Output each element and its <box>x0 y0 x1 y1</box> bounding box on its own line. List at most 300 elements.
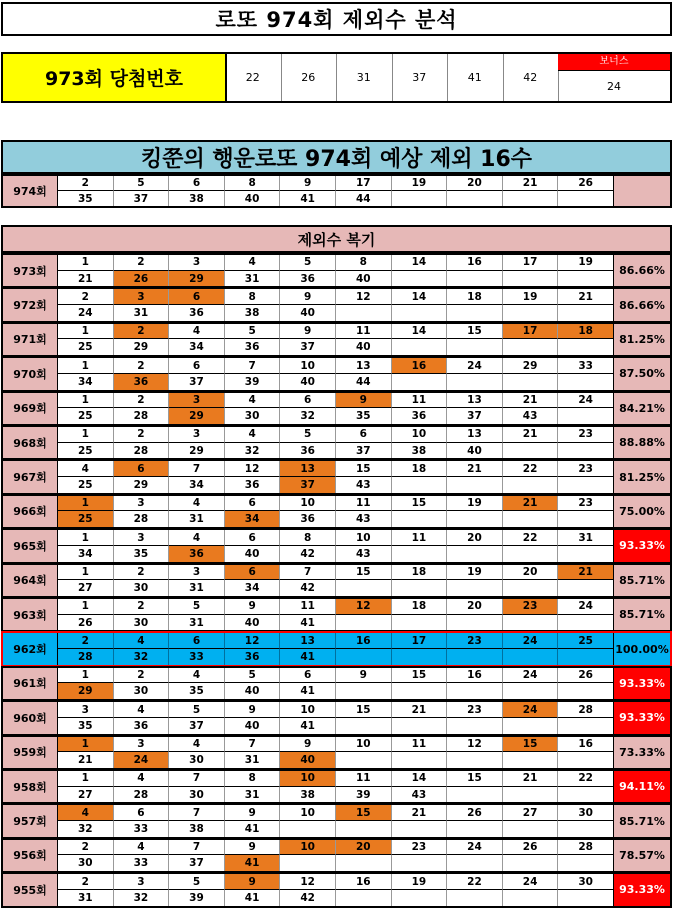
review-top-number: 15 <box>392 496 448 512</box>
review-top-number: 24 <box>503 668 559 684</box>
review-bottom-number: 30 <box>114 683 170 699</box>
review-top-number: 1 <box>58 496 114 512</box>
review-bottom-number <box>558 821 614 837</box>
review-round: 972회 <box>3 289 58 320</box>
review-top-number: 22 <box>503 461 559 477</box>
winning-number: 42 <box>503 54 560 101</box>
review-top-number: 10 <box>280 702 336 718</box>
review-top-number: 16 <box>336 874 392 890</box>
review-bottom-number: 37 <box>169 855 225 871</box>
review-percentage: 78.57% <box>613 840 670 871</box>
review-top-number: 18 <box>392 565 448 581</box>
review-top-number: 26 <box>558 668 614 684</box>
review-bottom-number <box>503 339 559 355</box>
review-top-number: 24 <box>558 599 614 615</box>
review-round: 960회 <box>3 702 58 733</box>
review-bottom-number: 40 <box>280 305 336 321</box>
review-top-number: 15 <box>447 771 503 787</box>
review-top-number: 23 <box>558 427 614 443</box>
review-top-number: 14 <box>392 324 448 340</box>
review-top-number: 22 <box>503 530 559 546</box>
review-top-number: 29 <box>503 358 559 374</box>
review-bottom-number <box>392 271 448 287</box>
review-bottom-number: 33 <box>114 855 170 871</box>
review-bottom-number <box>447 511 503 527</box>
review-row <box>1 459 672 494</box>
review-bottom-number: 41 <box>280 649 336 665</box>
review-top-number: 4 <box>114 702 170 718</box>
review-top-number: 2 <box>114 324 170 340</box>
review-top-number: 9 <box>225 874 281 890</box>
review-top-number: 4 <box>169 530 225 546</box>
winning-number: 41 <box>447 54 504 101</box>
review-bottom-number: 32 <box>225 443 281 459</box>
review-bottom-number: 34 <box>169 477 225 493</box>
review-top-number: 9 <box>280 289 336 305</box>
prediction-bottom-number <box>392 191 448 206</box>
review-bottom-number: 42 <box>280 890 336 906</box>
review-top-number: 11 <box>336 496 392 512</box>
review-bottom-number <box>558 683 614 699</box>
review-bottom-number: 43 <box>503 408 559 424</box>
review-bottom-number: 32 <box>58 821 114 837</box>
review-bottom-number <box>336 615 392 631</box>
review-top-number: 15 <box>503 737 559 753</box>
review-round: 969회 <box>3 393 58 424</box>
review-bottom-number <box>558 855 614 871</box>
review-top-number: 27 <box>503 805 559 821</box>
review-top-number: 16 <box>447 255 503 271</box>
review-round: 962회 <box>3 633 58 664</box>
review-row <box>1 735 672 770</box>
review-bottom-number: 36 <box>225 477 281 493</box>
review-top-number: 4 <box>114 771 170 787</box>
review-row <box>1 597 672 632</box>
review-top-number: 2 <box>58 840 114 856</box>
review-bottom-number: 25 <box>58 339 114 355</box>
review-top-number: 10 <box>280 358 336 374</box>
review-percentage: 93.33% <box>613 702 670 733</box>
review-top-number: 11 <box>336 324 392 340</box>
review-bottom-number <box>392 546 448 562</box>
prediction-top-number: 21 <box>503 176 559 191</box>
review-bottom-number: 37 <box>280 339 336 355</box>
review-top-number: 8 <box>225 771 281 787</box>
review-top-number: 16 <box>392 358 448 374</box>
review-top-number: 3 <box>114 496 170 512</box>
review-top-number: 17 <box>503 324 559 340</box>
review-top-number: 13 <box>447 393 503 409</box>
review-bottom-number <box>336 821 392 837</box>
review-top-number: 11 <box>280 599 336 615</box>
review-top-number: 28 <box>558 702 614 718</box>
review-bottom-number: 30 <box>58 855 114 871</box>
review-top-number: 10 <box>336 737 392 753</box>
review-bottom-number <box>558 374 614 390</box>
review-top-number: 24 <box>447 358 503 374</box>
review-round: 961회 <box>3 668 58 699</box>
review-bottom-number <box>447 339 503 355</box>
review-bottom-number <box>503 855 559 871</box>
review-bottom-number: 24 <box>114 752 170 768</box>
review-top-number: 9 <box>336 393 392 409</box>
review-bottom-number: 21 <box>58 271 114 287</box>
review-top-number: 22 <box>558 771 614 787</box>
review-percentage: 93.33% <box>613 874 670 905</box>
review-bottom-number <box>392 477 448 493</box>
review-top-number: 21 <box>503 427 559 443</box>
review-bottom-number <box>447 683 503 699</box>
review-top-number: 11 <box>392 530 448 546</box>
review-bottom-number: 21 <box>58 752 114 768</box>
review-top-number: 14 <box>392 255 448 271</box>
review-top-number: 5 <box>169 599 225 615</box>
review-top-number: 6 <box>280 668 336 684</box>
review-bottom-number <box>447 546 503 562</box>
review-top-number: 25 <box>558 633 614 649</box>
review-bottom-number <box>558 408 614 424</box>
review-top-number: 4 <box>114 633 170 649</box>
review-round: 957회 <box>3 805 58 836</box>
review-bottom-number: 35 <box>169 683 225 699</box>
review-top-number: 10 <box>280 805 336 821</box>
review-bottom-number: 29 <box>169 408 225 424</box>
review-row <box>1 563 672 598</box>
review-bottom-number <box>392 374 448 390</box>
review-top-number: 2 <box>114 255 170 271</box>
review-bottom-number: 32 <box>114 649 170 665</box>
review-bottom-number: 40 <box>336 339 392 355</box>
review-top-number: 19 <box>447 496 503 512</box>
review-top-number: 6 <box>225 530 281 546</box>
review-top-number: 26 <box>447 805 503 821</box>
review-bottom-number: 38 <box>392 443 448 459</box>
prediction-top-number: 26 <box>558 176 614 191</box>
review-bottom-number: 32 <box>114 890 170 906</box>
review-top-number: 2 <box>114 358 170 374</box>
review-top-number: 8 <box>280 530 336 546</box>
review-top-number: 21 <box>503 393 559 409</box>
review-bottom-number <box>503 890 559 906</box>
review-top-number: 30 <box>558 805 614 821</box>
review-top-number: 1 <box>58 737 114 753</box>
review-bottom-number: 30 <box>169 787 225 803</box>
review-bottom-number: 25 <box>58 408 114 424</box>
review-top-number: 6 <box>169 289 225 305</box>
review-bottom-number <box>558 718 614 734</box>
review-top-number: 4 <box>169 668 225 684</box>
review-bottom-number: 28 <box>114 443 170 459</box>
prediction-bottom-number: 40 <box>225 191 281 206</box>
review-header: 제외수 복기 <box>1 225 672 253</box>
review-top-number: 5 <box>280 427 336 443</box>
review-top-number: 8 <box>336 255 392 271</box>
review-top-number: 23 <box>558 461 614 477</box>
review-round: 965회 <box>3 530 58 561</box>
winning-number: 22 <box>225 54 282 101</box>
review-top-number: 3 <box>58 702 114 718</box>
bonus-label: 보너스 <box>558 54 670 71</box>
review-bottom-number <box>503 443 559 459</box>
review-bottom-number: 33 <box>169 649 225 665</box>
review-percentage: 86.66% <box>613 289 670 320</box>
review-round: 968회 <box>3 427 58 458</box>
review-bottom-number <box>558 477 614 493</box>
review-bottom-number <box>503 580 559 596</box>
review-bottom-number: 34 <box>58 546 114 562</box>
review-top-number: 20 <box>503 565 559 581</box>
review-row <box>1 666 672 701</box>
review-top-number: 3 <box>169 255 225 271</box>
review-top-number: 19 <box>447 565 503 581</box>
review-bottom-number: 36 <box>114 374 170 390</box>
review-bottom-number: 41 <box>280 718 336 734</box>
review-top-number: 22 <box>447 874 503 890</box>
review-bottom-number <box>558 649 614 665</box>
review-top-number: 23 <box>392 840 448 856</box>
review-bottom-number: 31 <box>169 511 225 527</box>
review-top-number: 5 <box>169 702 225 718</box>
review-bottom-number <box>503 752 559 768</box>
prediction-bottom-number: 41 <box>280 191 336 206</box>
review-top-number: 7 <box>280 565 336 581</box>
review-bottom-number: 36 <box>392 408 448 424</box>
review-percentage: 84.21% <box>613 393 670 424</box>
review-round: 971회 <box>3 324 58 355</box>
prediction-top-number: 19 <box>392 176 448 191</box>
review-bottom-number: 37 <box>169 718 225 734</box>
review-bottom-number <box>558 752 614 768</box>
review-bottom-number: 43 <box>392 787 448 803</box>
review-bottom-number: 34 <box>58 374 114 390</box>
review-top-number: 10 <box>392 427 448 443</box>
review-bottom-number: 36 <box>225 339 281 355</box>
review-row <box>1 803 672 838</box>
review-bottom-number <box>447 787 503 803</box>
review-top-number: 9 <box>225 599 281 615</box>
review-top-number: 18 <box>447 289 503 305</box>
review-bottom-number <box>336 649 392 665</box>
review-top-number: 19 <box>503 289 559 305</box>
review-top-number: 2 <box>58 633 114 649</box>
review-bottom-number: 40 <box>225 546 281 562</box>
review-top-number: 19 <box>392 874 448 890</box>
review-percentage: 75.00% <box>613 496 670 527</box>
review-top-number: 21 <box>392 702 448 718</box>
review-top-number: 3 <box>169 393 225 409</box>
review-percentage: 81.25% <box>613 324 670 355</box>
review-top-number: 13 <box>280 633 336 649</box>
review-bottom-number <box>503 718 559 734</box>
review-top-number: 24 <box>558 393 614 409</box>
review-top-number: 10 <box>280 840 336 856</box>
review-bottom-number <box>503 615 559 631</box>
review-top-number: 6 <box>169 358 225 374</box>
review-top-number: 5 <box>169 874 225 890</box>
review-bottom-number: 36 <box>169 546 225 562</box>
review-top-number: 23 <box>503 599 559 615</box>
review-top-number: 4 <box>225 427 281 443</box>
review-top-number: 23 <box>447 633 503 649</box>
review-top-number: 31 <box>558 530 614 546</box>
review-bottom-number <box>392 821 448 837</box>
review-bottom-number: 33 <box>114 821 170 837</box>
review-row <box>1 356 672 391</box>
review-row <box>1 494 672 529</box>
review-bottom-number: 41 <box>280 683 336 699</box>
review-bottom-number <box>336 305 392 321</box>
review-bottom-number: 24 <box>58 305 114 321</box>
review-bottom-number <box>503 305 559 321</box>
review-bottom-number: 32 <box>280 408 336 424</box>
review-top-number: 17 <box>503 255 559 271</box>
review-bottom-number: 28 <box>58 649 114 665</box>
review-bottom-number: 27 <box>58 787 114 803</box>
review-bottom-number <box>503 649 559 665</box>
prediction-top-number: 2 <box>58 176 114 191</box>
review-bottom-number: 36 <box>280 271 336 287</box>
review-bottom-number: 28 <box>114 408 170 424</box>
review-bottom-number <box>392 890 448 906</box>
review-bottom-number: 31 <box>58 890 114 906</box>
review-row <box>1 287 672 322</box>
review-top-number: 9 <box>280 737 336 753</box>
prediction-top-number: 5 <box>114 176 170 191</box>
review-bottom-number <box>447 374 503 390</box>
review-top-number: 20 <box>336 840 392 856</box>
review-bottom-number: 36 <box>280 511 336 527</box>
review-bottom-number: 35 <box>336 408 392 424</box>
prediction-bottom-number: 37 <box>114 191 170 206</box>
review-bottom-number <box>503 787 559 803</box>
review-bottom-number: 31 <box>169 615 225 631</box>
review-top-number: 7 <box>169 840 225 856</box>
review-bottom-number <box>392 752 448 768</box>
prediction-bottom-number <box>503 191 559 206</box>
review-round: 966회 <box>3 496 58 527</box>
review-top-number: 24 <box>503 874 559 890</box>
review-top-number: 21 <box>503 496 559 512</box>
review-bottom-number <box>447 821 503 837</box>
review-top-number: 2 <box>114 393 170 409</box>
review-top-number: 8 <box>225 289 281 305</box>
review-bottom-number: 31 <box>225 787 281 803</box>
review-top-number: 4 <box>169 496 225 512</box>
review-bottom-number: 42 <box>280 546 336 562</box>
review-bottom-number: 34 <box>169 339 225 355</box>
review-bottom-number: 37 <box>336 443 392 459</box>
review-bottom-number: 39 <box>169 890 225 906</box>
review-bottom-number: 29 <box>114 339 170 355</box>
review-top-number: 1 <box>58 427 114 443</box>
review-top-number: 28 <box>558 840 614 856</box>
review-top-number: 1 <box>58 358 114 374</box>
review-top-number: 24 <box>503 702 559 718</box>
review-bottom-number <box>280 855 336 871</box>
review-top-number: 11 <box>336 771 392 787</box>
review-bottom-number: 40 <box>280 374 336 390</box>
prediction-bottom-number <box>558 191 614 206</box>
review-top-number: 18 <box>392 599 448 615</box>
review-bottom-number: 31 <box>114 305 170 321</box>
review-top-number: 13 <box>336 358 392 374</box>
review-bottom-number: 30 <box>169 752 225 768</box>
review-top-number: 16 <box>558 737 614 753</box>
review-top-number: 12 <box>336 289 392 305</box>
review-bottom-number <box>392 649 448 665</box>
review-bottom-number <box>336 580 392 596</box>
review-bottom-number <box>336 683 392 699</box>
review-bottom-number <box>392 855 448 871</box>
review-top-number: 4 <box>58 461 114 477</box>
review-percentage: 93.33% <box>613 668 670 699</box>
review-round: 958회 <box>3 771 58 802</box>
review-bottom-number <box>558 787 614 803</box>
review-top-number: 13 <box>280 461 336 477</box>
prediction-bottom-number: 44 <box>336 191 392 206</box>
review-bottom-number: 26 <box>114 271 170 287</box>
review-bottom-number: 36 <box>169 305 225 321</box>
review-top-number: 24 <box>503 633 559 649</box>
review-bottom-number: 29 <box>169 443 225 459</box>
review-top-number: 6 <box>114 805 170 821</box>
review-bottom-number: 41 <box>225 855 281 871</box>
review-row <box>1 872 672 907</box>
review-bottom-number: 31 <box>225 271 281 287</box>
review-bottom-number: 41 <box>225 821 281 837</box>
review-top-number: 5 <box>225 668 281 684</box>
review-top-number: 15 <box>336 702 392 718</box>
prediction-bottom-number: 35 <box>58 191 114 206</box>
review-bottom-number: 29 <box>114 477 170 493</box>
prediction-bottom-number: 38 <box>169 191 225 206</box>
review-round: 970회 <box>3 358 58 389</box>
review-bottom-number: 26 <box>58 615 114 631</box>
winning-number: 37 <box>392 54 449 101</box>
review-top-number: 21 <box>558 289 614 305</box>
review-top-number: 6 <box>225 565 281 581</box>
review-bottom-number: 35 <box>58 718 114 734</box>
review-top-number: 21 <box>503 771 559 787</box>
review-top-number: 3 <box>169 427 225 443</box>
review-top-number: 2 <box>58 289 114 305</box>
review-round: 955회 <box>3 874 58 905</box>
review-bottom-number: 43 <box>336 477 392 493</box>
review-top-number: 23 <box>447 702 503 718</box>
review-bottom-number <box>336 890 392 906</box>
review-percentage: 85.71% <box>613 599 670 630</box>
review-top-number: 18 <box>392 461 448 477</box>
review-top-number: 9 <box>225 702 281 718</box>
review-top-number: 6 <box>336 427 392 443</box>
review-top-number: 3 <box>169 565 225 581</box>
review-top-number: 15 <box>336 565 392 581</box>
review-top-number: 3 <box>114 289 170 305</box>
review-bottom-number: 38 <box>280 787 336 803</box>
review-top-number: 1 <box>58 668 114 684</box>
prediction-top-number: 20 <box>447 176 503 191</box>
review-bottom-number <box>447 649 503 665</box>
review-percentage: 87.50% <box>613 358 670 389</box>
review-bottom-number: 41 <box>225 890 281 906</box>
review-round: 964회 <box>3 565 58 596</box>
review-top-number: 7 <box>225 737 281 753</box>
review-top-number: 18 <box>558 324 614 340</box>
review-bottom-number: 44 <box>336 374 392 390</box>
review-bottom-number: 42 <box>280 580 336 596</box>
review-top-number: 1 <box>58 565 114 581</box>
review-top-number: 9 <box>225 805 281 821</box>
